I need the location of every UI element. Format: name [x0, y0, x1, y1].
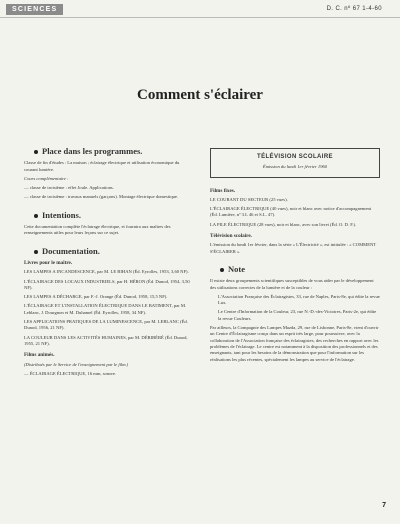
- film-fixe-entry: LA PILE ÉLECTRIQUE (28 vues), noir et blanc, avec son livret (Éd. O. D. F.).: [210, 221, 357, 227]
- programmes-line: Cours complémentaire :: [24, 175, 69, 181]
- film-fixe-entry: L'ÉCLAIRAGE ÉLECTRIQUE (40 vues), noir et blanc avec notice d'accompagnement (Éd. Lumière, nº 3.L 46 et S.L. 47).: [210, 206, 372, 218]
- book-entry: LA COULEUR DANS LES ACTIVITÉS HUMAINES, par M. DÉRIBÉRÉ (Éd. Dunod, 1955, 21 NF).: [24, 334, 188, 346]
- book-entry: LES LAMPES A INCANDESCENCE, par M. LE BIHAN (Éd. Eyrolles, 1953, 3,60 NF).: [24, 269, 189, 275]
- television-box: [210, 148, 380, 178]
- page-title: Comment s'éclairer: [137, 87, 263, 103]
- box-title: TÉLÉVISION SCOLAIRE: [257, 154, 333, 160]
- book-entry: LES APPLICATIONS PRATIQUES DE LA LUMINESCENCE, par M. LEBLANC (Éd. Dunod, 1956, 21 NF).: [24, 319, 188, 331]
- intentions-heading: Intentions.: [34, 212, 190, 218]
- documentation-heading: Documentation.: [34, 248, 190, 254]
- programmes-line: — classe de troisième : effet Joule. Applications.: [24, 185, 114, 191]
- document-reference: D. C. nº 67 1-4-60: [326, 6, 382, 12]
- films-fixes-heading: Films fixes.: [210, 187, 236, 194]
- left-column: [24, 148, 190, 380]
- book-entry: LES LAMPES A DÉCHARGE, par F.-J. Orange (Éd. Dunod, 1958, 15,5 NF).: [24, 294, 168, 300]
- bullet-icon: [220, 268, 224, 272]
- programmes-line: — classe de troisième : travaux manuels (garçons). Montage électrique domestique.: [24, 194, 179, 200]
- film-entry: (Distribués par le Service de l'enseignement par le film.): [24, 361, 129, 367]
- note-paragraph: L'Association Française des Éclairagistes, 33, rue de Naples, Paris-8e, qui édite la revue Lux.: [218, 293, 380, 306]
- note-paragraph: Il existe deux groupements scientifiques susceptibles de vous aider par le développement des utilisations correctes de la lumière et de la couleur :: [210, 278, 374, 290]
- box-subtitle: Émission du lundi 1er février 1960: [262, 164, 328, 170]
- television-text: L'émission du lundi 1er février, dans la série « L'Électricité », est intitulée : « COMMENT S'ÉCLAIRER ».: [210, 242, 377, 254]
- films-subheading: Films animés.: [24, 352, 55, 359]
- page-number: 7: [382, 502, 386, 509]
- intentions-text: Cette documentation complète l'éclairage électrique, et fournira aux maîtres des renseignements utiles pour leurs leçons sur ce sujet.: [24, 224, 171, 236]
- books-subheading: Livres pour le maître.: [24, 259, 73, 266]
- note-paragraph: Le Centre d'Information de la Couleur, 23, rue N.-D.-des-Victoires, Paris-2e, qui édite la revue Couleurs.: [218, 309, 377, 321]
- film-fixe-entry: LE COURANT DU SECTEUR (25 vues).: [210, 196, 288, 202]
- section-tag: SCIENCES: [6, 4, 63, 15]
- programmes-heading: Place dans les programmes.: [34, 148, 190, 154]
- note-paragraph: Par ailleurs, la Compagnie des Lampes Mazda, 29, rue de Lisbonne, Paris-8e, vient d'ouvrir un Centre d'Éclairagisme conçu dans un esprit très large, pour poursuivre, avec la collaboration de l'Association française des éclairagistes, des recherches en rapport avec les problèmes de l'éclairage. Le centre est notamment à la disposition des professionnels et des enseignants, tant pour les besoins de la démonstration que pour l'information sur les réalisations les plus récentes, spécialement les lampes au service de l'éclairage.: [210, 325, 379, 362]
- book-entry: L'ÉCLAIRAGE DES LOCAUX INDUSTRIELS, par H. HÉRON (Éd. Dunod, 1954, 3,50 NF).: [24, 278, 190, 290]
- bullet-icon: [34, 250, 38, 254]
- programmes-line: Classe de fin d'études : La maison ; éclairage électrique et utilisation économique du courant lumière.: [24, 160, 180, 172]
- television-heading: Télévision scolaire.: [210, 233, 252, 240]
- note-heading: Note: [220, 266, 380, 272]
- bullet-icon: [34, 214, 38, 218]
- bullet-icon: [34, 150, 38, 154]
- right-column: [210, 148, 380, 366]
- book-entry: L'ÉCLAIRAGE ET L'INSTALLATION ÉLECTRIQUE DANS LE BATIMENT, par M. Leblanc, J. Dourgnon et M. Duhamel (Éd. Eyrolles, 1958, 34 NF).: [24, 303, 187, 315]
- film-entry: — ÉCLAIRAGE ÉLECTRIQUE, 16 mm, sonore.: [24, 370, 117, 376]
